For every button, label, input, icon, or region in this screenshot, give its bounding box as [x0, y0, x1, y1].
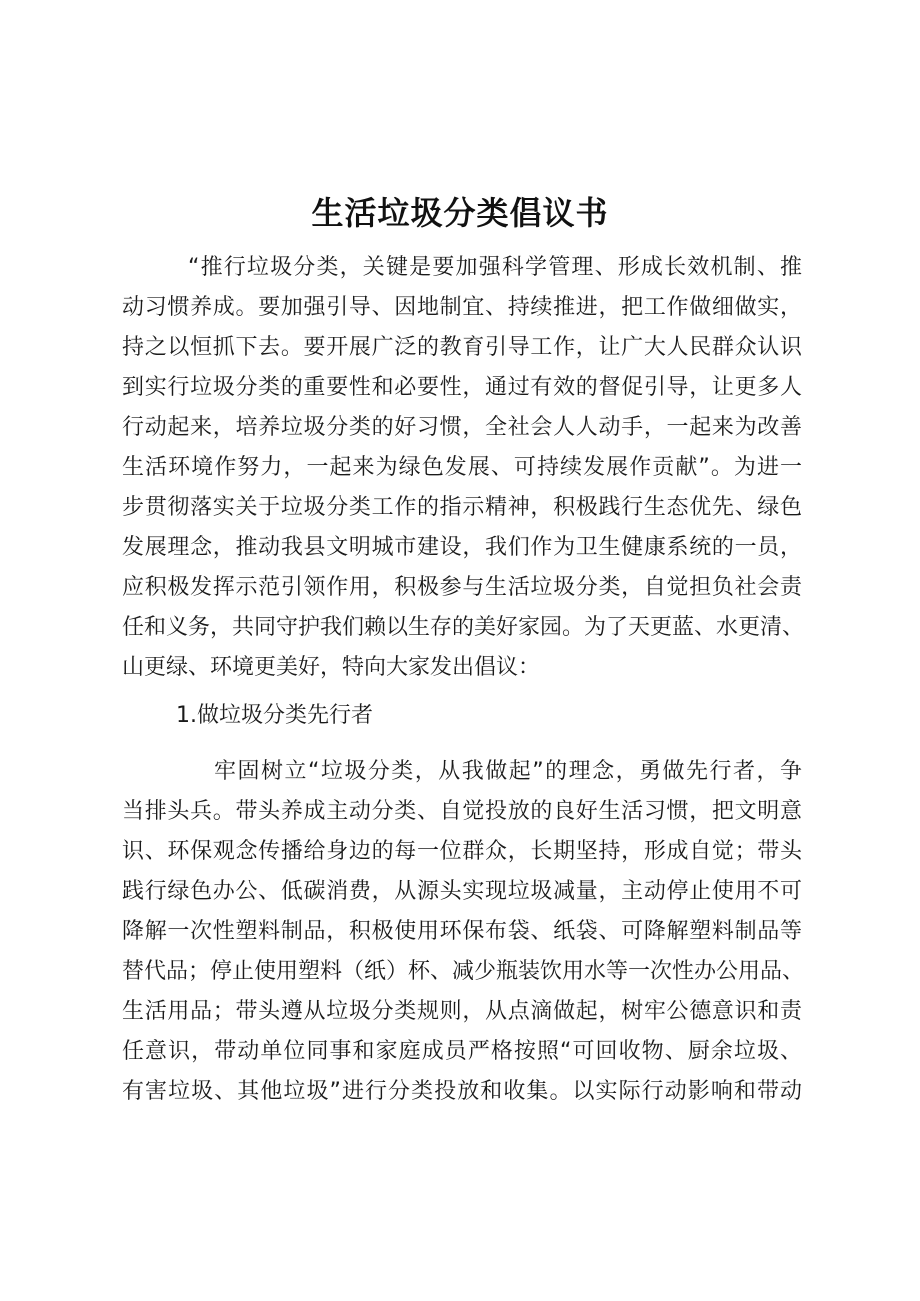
paragraph-line: 有害垃圾、其他垃圾”进行分类投放和收集。以实际行动影响和带动	[122, 1079, 802, 1104]
paragraph-line: 生活环境作努力，一起来为绿色发展、可持续发展作贡献”。为进一	[122, 455, 802, 480]
paragraph-line: 任和义务，共同守护我们赖以生存的美好家园。为了天更蓝、水更清、	[122, 615, 805, 640]
paragraph-line: “推行垃圾分类，关键是要加强科学管理、形成长效机制、推	[188, 255, 802, 280]
paragraph-line: 牢固树立“垃圾分类，从我做起”的理念，勇做先行者，争	[214, 759, 802, 784]
document-title: 生活垃圾分类倡议书	[311, 194, 609, 233]
paragraph-line: 降解一次性塑料制品，积极使用环保布袋、纸袋、可降解塑料制品等	[122, 919, 802, 944]
paragraph-line: 践行绿色办公、低碳消费，从源头实现垃圾减量，主动停止使用不可	[122, 879, 802, 904]
section-1-paragraph	[122, 752, 805, 1112]
paragraph-line: 发展理念，推动我县文明城市建设，我们作为卫生健康系统的一员，	[122, 535, 802, 560]
paragraph-line: 识、环保观念传播给身边的每一位群众，长期坚持，形成自觉；带头	[122, 839, 802, 864]
paragraph-line: 到实行垃圾分类的重要性和必要性，通过有效的督促引导，让更多人	[122, 375, 802, 400]
paragraph-line: 动习惯养成。要加强引导、因地制宜、持续推进，把工作做细做实，	[122, 295, 802, 320]
paragraph-line: 生活用品；带头遵从垃圾分类规则，从点滴做起，树牢公德意识和责	[122, 999, 802, 1024]
intro-paragraph	[122, 248, 805, 688]
section-heading: 1.做垃圾分类先行者	[176, 703, 373, 728]
paragraph-line: 山更绿、环境更美好，特向大家发出倡议：	[122, 655, 541, 680]
paragraph-line: 任意识，带动单位同事和家庭成员严格按照“可回收物、厨余垃圾、	[122, 1039, 802, 1064]
paragraph-line: 步贯彻落实关于垃圾分类工作的指示精神，积极践行生态优先、绿色	[122, 495, 802, 520]
paragraph-line: 替代品；停止使用塑料（纸）杯、减少瓶装饮用水等一次性办公用品、	[122, 959, 805, 984]
paragraph-line: 持之以恒抓下去。要开展广泛的教育引导工作，让广大人民群众认识	[122, 335, 802, 360]
paragraph-line: 应积极发挥示范引领作用，积极参与生活垃圾分类，自觉担负社会责	[122, 575, 802, 600]
paragraph-line: 行动起来，培养垃圾分类的好习惯，全社会人人动手，一起来为改善	[122, 415, 802, 440]
paragraph-line: 当排头兵。带头养成主动分类、自觉投放的良好生活习惯，把文明意	[122, 799, 802, 824]
